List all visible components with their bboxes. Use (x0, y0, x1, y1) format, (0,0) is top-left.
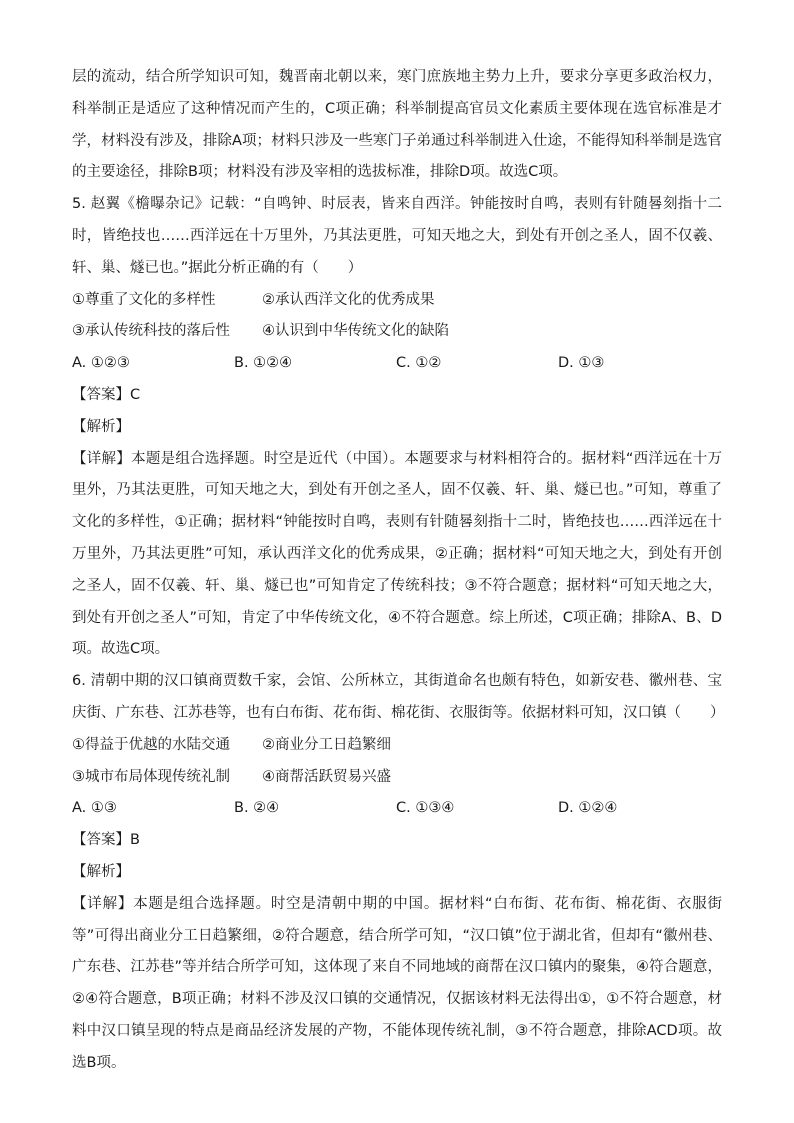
q6-option-b: B. ②④ (234, 800, 280, 817)
q6-option-d: D. ①②④ (558, 800, 618, 817)
previous-analysis-continuation: 层的流动，结合所学知识可知，魏晋南北朝以来，寒门庶族地主势力上升，要求分享更多政治权力，科举制正是适应了这种情况而产生的，C项正确；科举制提高官员文化素质主要体现在选官标准是才学，材料没有涉及，排除A项；材料只涉及一些寒门子弟通过科举制进入仕途，不能得知科举制是选官的主要途径，排除B项；材料没有涉及宰相的选拔标准，排除D项。故选C项。 (72, 69, 722, 181)
q6-statement-3: ③城市布局体现传统礼制 (72, 768, 230, 785)
q5-answer: 【答案】C (72, 386, 141, 403)
question-6-options (72, 793, 722, 825)
q5-option-d: D. ①③ (558, 355, 605, 372)
q6-statement-2: ②商业分工日趋繁细 (262, 736, 391, 753)
q5-analysis-detail: 【详解】本题是组合选择题。时空是近代（中国）。本题要求与材料相符合的。据材料“西洋远在十万里外，乃其法更胜，可知天地之大，到处有开创之圣人，固不仅羲、轩、巢、燧已也。”可知，尊重了文化的多样性，①正确；据材料“钟能按时自鸣，表则有针随晷刻指十二时，皆绝技也……西洋远在十万里外，乃其法更胜”可知，承认西洋文化的优秀成果，②正确；据材料“可知天地之大，到处有开创之圣人，固不仅羲、轩、巢、燧已也”可知肯定了传统科技；③不符合题意；据材料“可知天地之大，到处有开创之圣人”可知，肯定了中华传统文化，④不符合题意。综上所述，C项正确；排除A、B、D项。故选C项。 (72, 450, 722, 658)
q5-statement-3: ③承认传统科技的落后性 (72, 323, 230, 340)
q5-statement-1: ①尊重了文化的多样性 (72, 291, 216, 308)
question-6-statements-row-1 (72, 730, 722, 762)
q6-analysis-detail: 【详解】本题是组合选择题。时空是清朝中期的中国。据材料“白布街、花布街、棉花街、衣服街等”可得出商业分工日趋繁细，②符合题意，结合所学可知，“汉口镇”位于湖北省，但却有“徽州巷、广东巷、江苏巷”等并结合所学可知，这体现了来自不同地域的商帮在汉口镇内的聚集，④符合题意，②④符合题意，B项正确；材料不涉及汉口镇的交通情况，仅据该材料无法得出①，①不符合题意，材料中汉口镇呈现的特点是商品经济发展的产物，不能体现传统礼制，③不符合题意，排除ACD项。故选B项。 (72, 895, 722, 1071)
q5-statement-4: ④认识到中华传统文化的缺陷 (262, 323, 449, 340)
q6-option-c: C. ①③④ (396, 800, 455, 817)
q5-option-a: A. ①②③ (72, 355, 130, 372)
question-6-stem: 6. 清朝中期的汉口镇商贾数千家，会馆、公所林立，其街道命名也颇有特色，如新安巷、徽州巷、宝庆街、广东巷、江苏巷等，也有白布街、花布街、棉花街、衣服街等。依据材料可知，汉口镇（ ） (72, 673, 725, 721)
question-5-statements-row-2 (72, 316, 722, 348)
q6-answer: 【答案】B (72, 832, 140, 849)
q5-statement-2: ②承认西洋文化的优秀成果 (262, 291, 435, 308)
q6-analysis-title: 【解析】 (72, 863, 130, 880)
q5-analysis-title: 【解析】 (72, 418, 130, 435)
question-5-statements-row-1 (72, 285, 722, 317)
question-6-statements-row-2 (72, 762, 722, 794)
question-5-stem: 5. 赵翼《檐曝杂记》记载：“自鸣钟、时辰表，皆来自西洋。钟能按时自鸣，表则有针随晷刻指十二时，皆绝技也……西洋远在十万里外，乃其法更胜，可知天地之大，到处有开创之圣人，固不仅羲、轩、巢、燧已也。”据此分析正确的有（ ） (72, 196, 722, 276)
q5-option-b: B. ①②④ (234, 355, 293, 372)
q6-statement-1: ①得益于优越的水陆交通 (72, 736, 230, 753)
q6-option-a: A. ①③ (72, 800, 117, 817)
q6-statement-4: ④商帮活跃贸易兴盛 (262, 768, 391, 785)
q5-option-c: C. ①② (396, 355, 442, 372)
question-5-options (72, 348, 722, 380)
